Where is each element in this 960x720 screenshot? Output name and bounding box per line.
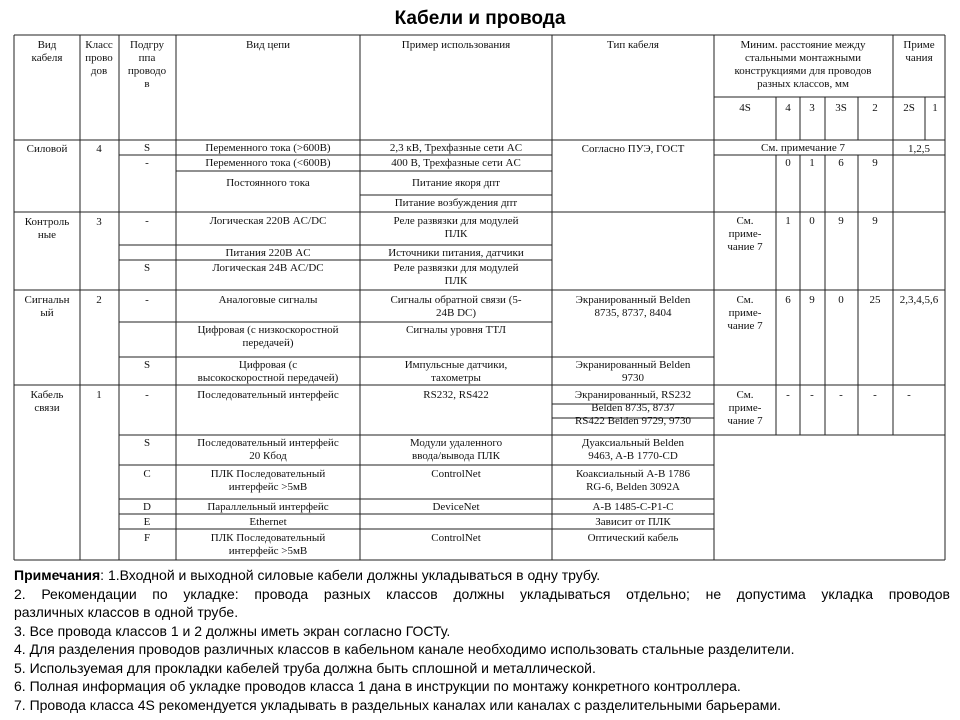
header-text: стальными монтажными bbox=[744, 52, 862, 64]
table-cell-text: Питания 220В AC bbox=[225, 247, 311, 259]
table-cell-text: Питание возбуждения дпт bbox=[394, 197, 518, 209]
table-cell-text: ввода/вывода ПЛК bbox=[412, 450, 500, 462]
table-cell-text: - bbox=[907, 389, 911, 401]
table-cell-text: - bbox=[145, 215, 149, 227]
table-cell-text: 9730 bbox=[622, 372, 644, 384]
table-cell-text: Кабель bbox=[30, 389, 64, 401]
table-cell-text: A-B 1485-C-P1-C bbox=[592, 501, 674, 513]
header-text: Приме bbox=[903, 39, 935, 51]
table-cell-text: 0 bbox=[785, 157, 791, 169]
note-2-cont: различных классов в одной трубе. bbox=[14, 604, 239, 620]
table-cell-text: - bbox=[145, 294, 149, 306]
subheader-text: 2 bbox=[872, 102, 878, 114]
subheader-text: 4S bbox=[739, 102, 751, 114]
table-cell-text: RS232, RS422 bbox=[423, 389, 489, 401]
header-text: кабеля bbox=[31, 52, 63, 64]
notes-section bbox=[14, 566, 950, 714]
table-cell-text: Ethernet bbox=[249, 516, 287, 528]
table-cell-text: Контроль bbox=[24, 216, 70, 228]
notes-label: Примечания bbox=[14, 567, 101, 583]
page-title: Кабели и провода bbox=[394, 8, 566, 29]
table-cell-text: - bbox=[145, 389, 149, 401]
table-cell-text: 2 bbox=[96, 294, 102, 306]
table-cell-text: См. примечание 7 bbox=[761, 142, 845, 154]
table-cell-text: связи bbox=[34, 402, 60, 414]
table-cell-text: 9463, A-B 1770-CD bbox=[588, 450, 678, 462]
table-cell-text: 2,3,4,5,6 bbox=[899, 294, 939, 306]
table-cell-text: RG-6, Belden 3092A bbox=[586, 481, 680, 493]
subheader-text: 3S bbox=[835, 102, 847, 114]
table-cell-text: Belden 8735, 8737 bbox=[591, 402, 675, 414]
table-cell-text: 9 bbox=[872, 157, 878, 169]
table-cell-text: E bbox=[143, 516, 151, 528]
table-cell-text: S bbox=[143, 262, 151, 274]
header-text: прово bbox=[85, 52, 113, 64]
table-cell-text: Сигналы уровня ТТЛ bbox=[406, 324, 506, 336]
table-cell-text: - bbox=[786, 389, 790, 401]
table-cell-text: Реле развязки для модулей bbox=[393, 215, 519, 227]
table-cell-text: высокоскоростной передачей) bbox=[197, 372, 339, 384]
table-cell-text: ные bbox=[37, 229, 57, 241]
table-cell-text: 0 bbox=[838, 294, 844, 306]
table-cell-text: ПЛК bbox=[444, 228, 468, 240]
table-cell-text: ый bbox=[40, 307, 54, 319]
table-cell-text: Коаксиальный A-B 1786 bbox=[575, 468, 691, 480]
table-cell-text: Экранированный, RS232 bbox=[574, 389, 692, 401]
table-cell-text: Последовательный интерфейс bbox=[197, 437, 339, 449]
table-cell-text: приме- bbox=[728, 402, 762, 414]
table-cell-text: Последовательный интерфейс bbox=[197, 389, 339, 401]
table-cell-text: Цифровая (с bbox=[238, 359, 298, 371]
subheader-text: 2S bbox=[903, 102, 915, 114]
subheader-text: 3 bbox=[809, 102, 815, 114]
header-text: разных классов, мм bbox=[757, 78, 849, 90]
table-cell-text: интерфейс >5мВ bbox=[228, 481, 308, 493]
table-cell-text: приме- bbox=[728, 228, 762, 240]
table-cell-text: 8735, 8737, 8404 bbox=[594, 307, 672, 319]
header-text: чания bbox=[905, 52, 933, 64]
table-cell-text: DeviceNet bbox=[432, 501, 480, 513]
table-cell-text: Параллельный интерфейс bbox=[207, 501, 329, 513]
table-cell-text: ControlNet bbox=[431, 532, 481, 544]
table-cell-text: Экранированный Belden bbox=[575, 359, 691, 371]
table-cell-text: приме- bbox=[728, 307, 762, 319]
table-cell-text: Дуаксиальный Belden bbox=[581, 437, 685, 449]
note-2: 2. Рекомендации по укладке: провода разных классов должны укладываться отдельно; не допустима укладка проводов bbox=[14, 585, 950, 602]
table-cell-text: 1 bbox=[785, 215, 791, 227]
table-cell-text: S bbox=[143, 142, 151, 154]
header-text: Вид bbox=[37, 39, 57, 51]
note-4: 4. Для разделения проводов различных классов в кабельном канале необходимо использовать стальные разделители. bbox=[14, 641, 795, 657]
header-text: Подгру bbox=[129, 39, 165, 51]
table-cell-text: интерфейс >5мВ bbox=[228, 545, 308, 557]
table-cell-text: ControlNet bbox=[431, 468, 481, 480]
table-cell-text: Реле развязки для модулей bbox=[393, 262, 519, 274]
table-cell-text: Цифровая (с низкоскоростной bbox=[197, 324, 339, 336]
table-cell-text: 0 bbox=[809, 215, 815, 227]
table-cell-text: Переменного тока (>600В) bbox=[205, 142, 331, 154]
table-cell-text: Сигналы обратной связи (5- bbox=[390, 294, 522, 306]
header-text: Тип кабеля bbox=[607, 39, 659, 51]
table-cell-text: Аналоговые сигналы bbox=[218, 294, 318, 306]
subheader-text: 4 bbox=[785, 102, 791, 114]
note-3: 3. Все провода классов 1 и 2 должны иметь экран согласно ГОСТу. bbox=[14, 622, 451, 639]
table-cell-text: 1,2,5 bbox=[908, 143, 930, 155]
header-text: Вид цепи bbox=[245, 39, 291, 51]
table-cell-text: См. bbox=[736, 389, 754, 401]
header-text: Класс bbox=[85, 39, 113, 51]
table-cell-text: Сигнальн bbox=[24, 294, 70, 306]
table-cell-text: 3 bbox=[96, 216, 102, 228]
header-text: в bbox=[144, 78, 150, 90]
table-cell-text: 9 bbox=[838, 215, 844, 227]
table-cell-text: Логическая 220В AC/DC bbox=[209, 215, 327, 227]
table-cell-text: тахометры bbox=[431, 372, 481, 384]
table-cell-text: RS422 Belden 9729, 9730 bbox=[574, 415, 692, 427]
table-cell-text: 2,3 кВ, Трехфазные сети AC bbox=[389, 142, 523, 154]
table-cell-text: F bbox=[143, 532, 151, 544]
table-cell-text: - bbox=[810, 389, 814, 401]
table-cell-text: 400 В, Трехфазные сети AC bbox=[391, 157, 521, 169]
table-cell-text: ПЛК Последовательный bbox=[210, 468, 326, 480]
header-text: Пример использования bbox=[401, 39, 511, 51]
header-text: дов bbox=[90, 65, 108, 77]
table-cell-text: 25 bbox=[869, 294, 881, 306]
table-cell-text: чание 7 bbox=[727, 241, 763, 253]
table-cell-text: D bbox=[143, 501, 151, 513]
note-1: Примечания: 1.Входной и выходной силовые кабели должны укладываться в одну трубу. bbox=[14, 567, 601, 583]
table-cell-text: S bbox=[143, 437, 151, 449]
table-cell-text: 1 bbox=[809, 157, 815, 169]
table-cell-text: Питание якоря дпт bbox=[411, 177, 501, 189]
header-text: ппа bbox=[138, 52, 156, 64]
table-cell-text: Логическая 24В AC/DC bbox=[212, 262, 324, 274]
table-cell-text: чание 7 bbox=[727, 320, 763, 332]
table-cell-text: См. bbox=[736, 215, 754, 227]
note-7: 7. Провода класса 4S рекомендуется укладывать в раздельных каналах или каналах с разделительными барьерами. bbox=[14, 696, 782, 713]
table-cell-text: 6 bbox=[838, 157, 844, 169]
table-cell-text: - bbox=[839, 389, 843, 401]
table-cell-text: 1 bbox=[96, 389, 102, 401]
header-text: конструкциями для проводов bbox=[734, 65, 872, 77]
table-cell-text: C bbox=[143, 468, 151, 480]
table-cell-text: - bbox=[145, 157, 149, 169]
header-text: Миним. расстояние между bbox=[740, 39, 866, 51]
table-cell-text: чание 7 bbox=[727, 415, 763, 427]
table-cell-text: Переменного тока (<600В) bbox=[205, 157, 331, 169]
subheader-text: 1 bbox=[932, 102, 938, 114]
header-text: проводо bbox=[127, 65, 167, 77]
table-cell-text: 9 bbox=[872, 215, 878, 227]
table-cell-text: 20 Кбод bbox=[249, 450, 287, 462]
table-cell-text: 6 bbox=[785, 294, 791, 306]
table-cell-text: Источники питания, датчики bbox=[388, 247, 524, 259]
table-cell-text: См. bbox=[736, 294, 754, 306]
table-cell-text: Зависит от ПЛК bbox=[595, 516, 671, 528]
table-cell-text: Силовой bbox=[26, 143, 68, 155]
table-cell-text: передачей) bbox=[242, 337, 294, 349]
table-cell-text: - bbox=[873, 389, 877, 401]
table-cell-text: 24В DC) bbox=[435, 307, 477, 319]
table-cell-text: 9 bbox=[809, 294, 815, 306]
table-cell-text: S bbox=[143, 359, 151, 371]
table-cell-text: Согласно ПУЭ, ГОСТ bbox=[581, 143, 685, 155]
table-cell-text: ПЛК Последовательный bbox=[210, 532, 326, 544]
table-cell-text: Оптический кабель bbox=[587, 532, 679, 544]
note-6: 6. Полная информация об укладке проводов класса 1 дана в инструкции по монтажу конкретного контроллера. bbox=[14, 678, 741, 694]
table-cell-text: Модули удаленного bbox=[409, 437, 503, 449]
table-cell-text: 4 bbox=[96, 143, 102, 155]
table-cell-text: ПЛК bbox=[444, 275, 468, 287]
table-cell-text: Постоянного тока bbox=[226, 177, 310, 189]
note-5: 5. Используемая для прокладки кабелей труба должна быть сплошной и металлической. bbox=[14, 659, 596, 676]
table-cell-text: Экранированный Belden bbox=[575, 294, 691, 306]
table-cell-text: Импульсные датчики, bbox=[404, 359, 508, 371]
